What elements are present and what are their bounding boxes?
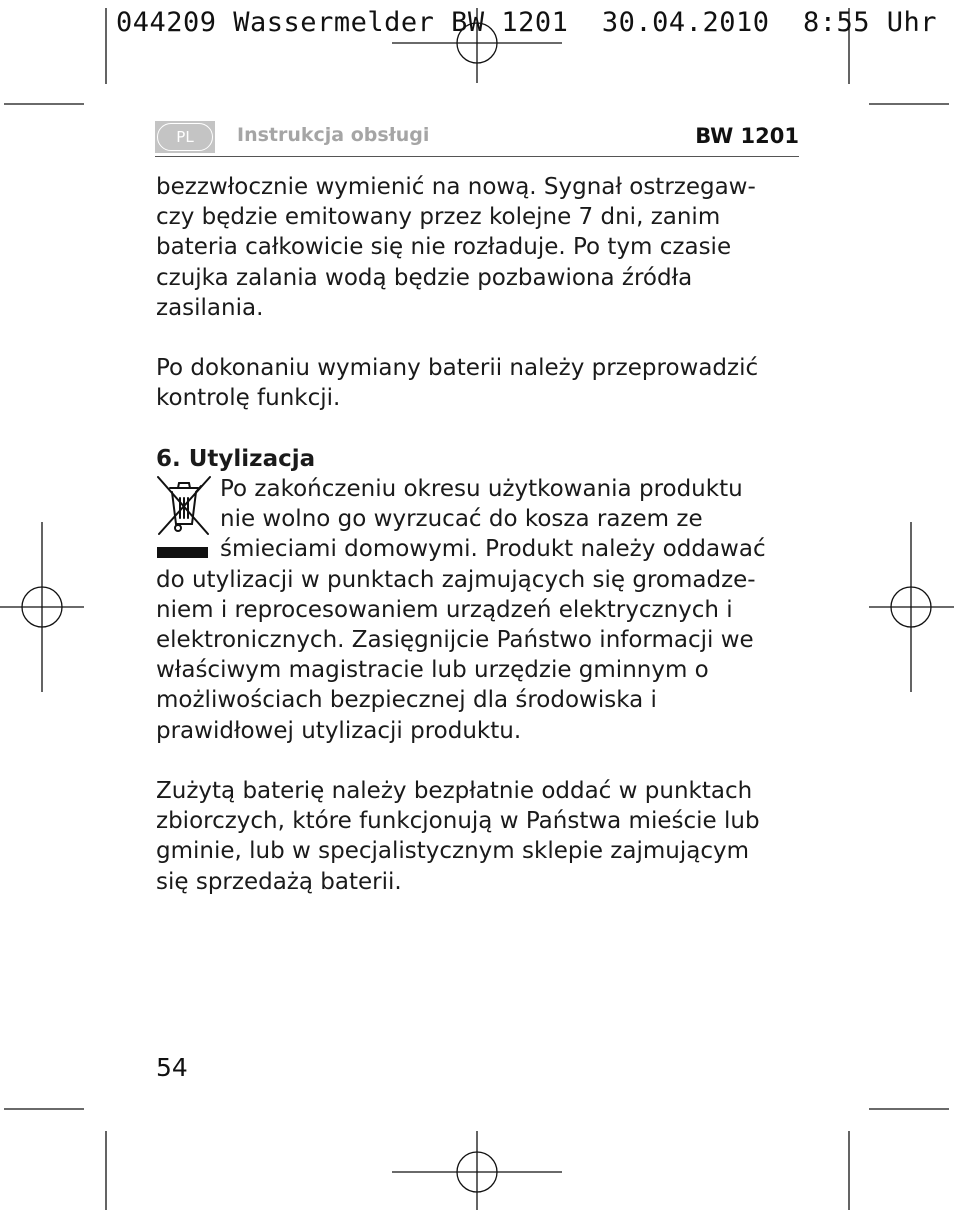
text-line: bateria całkowicie się nie rozładuje. Po tym czasie xyxy=(156,234,732,261)
text-line: zasilania. xyxy=(156,294,264,321)
text-line: bezzwłocznie wymienić na nową. Sygnał ostrzegaw- xyxy=(156,174,756,200)
text-line: możliwościach bezpiecznej dla środowiska i xyxy=(156,687,657,714)
print-slug: 044209 Wassermelder BW 1201 30.04.2010 8:55 Uhr xyxy=(116,7,938,38)
crossed-out-wheelie-bin-icon xyxy=(156,474,212,564)
text-line: gminie, lub w specjalistycznym sklepie zajmującym xyxy=(156,838,749,865)
registration-mark-top xyxy=(392,8,562,83)
text-line: kontrolę funkcji. xyxy=(156,385,341,412)
text-line: właściwym magistracie lub urzędzie gminnym o xyxy=(156,657,709,684)
section-title: Instrukcja obsługi xyxy=(237,124,430,146)
text-line: Zużytą baterię należy bezpłatnie oddać w punktach xyxy=(156,778,753,805)
text-line: niem i reprocesowaniem urządzeń elektrycznych i xyxy=(156,596,733,623)
page-number: 54 xyxy=(156,1053,188,1082)
text-line: nie wolno go wyrzucać do kosza razem ze xyxy=(220,506,703,533)
text-line: czy będzie emitowany przez kolejne 7 dni, zanim xyxy=(156,204,721,231)
registration-mark-left xyxy=(0,522,84,692)
text-line: śmieciami domowymi. Produkt należy oddawać xyxy=(220,536,766,563)
section-heading: 6. Utylizacja xyxy=(156,445,316,472)
body-text xyxy=(156,172,800,897)
text-line: do utylizacji w punktach zajmujących się gromadze- xyxy=(156,566,756,593)
text-line: Po zakończeniu okresu użytkowania produktu xyxy=(220,476,743,502)
text-line: czujka zalania wodą będzie pozbawiona źródła xyxy=(156,264,693,291)
language-badge xyxy=(155,121,215,153)
language-badge-label: PL xyxy=(157,123,213,151)
page-header xyxy=(155,120,799,157)
registration-mark-right xyxy=(869,522,954,692)
text-line: zbiorczych, które funkcjonują w Państwa mieście lub xyxy=(156,808,760,835)
text-line: elektronicznych. Zasięgnijcie Państwo informacji we xyxy=(156,627,754,654)
registration-mark-bottom xyxy=(392,1131,562,1210)
text-line: Po dokonaniu wymiany baterii należy przeprowadzić xyxy=(156,355,759,382)
model-number: BW 1201 xyxy=(695,124,799,148)
text-line: się sprzedażą baterii. xyxy=(156,868,402,895)
text-line: prawidłowej utylizacji produktu. xyxy=(156,717,522,744)
